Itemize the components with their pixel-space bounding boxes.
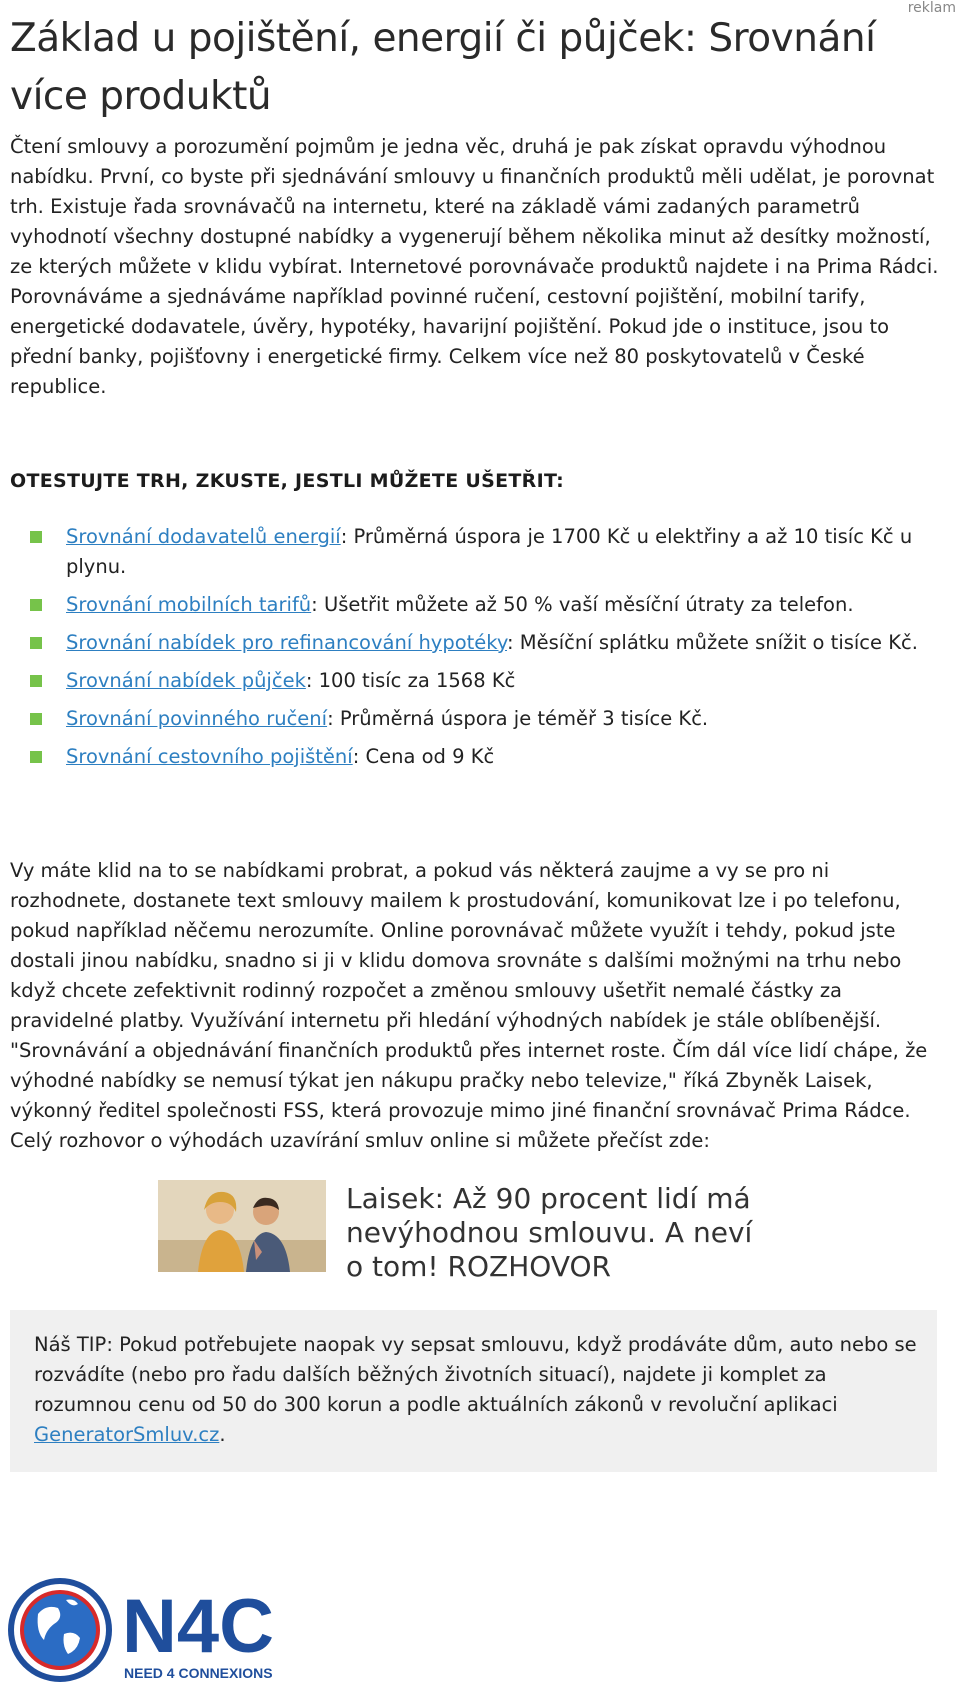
comparison-links-list	[10, 522, 945, 772]
bullet-square-icon	[30, 637, 42, 649]
promo-title-link[interactable]: Laisek: Až 90 procent lidí má nevýhodnou smlouvu. A neví o tom! ROZHOVOR	[346, 1182, 753, 1283]
list-item-text: : Průměrná úspora je téměř 3 tisíce Kč.	[327, 707, 709, 730]
n4c-logo-icon	[4, 1574, 300, 1684]
tip-end: .	[219, 1423, 226, 1446]
ad-label: reklam	[907, 0, 956, 16]
bullet-square-icon	[30, 599, 42, 611]
link-travel-insurance[interactable]: Srovnání cestovního pojištění	[66, 745, 353, 768]
link-energy-comparison[interactable]: Srovnání dodavatelů energií	[66, 525, 341, 548]
interview-promo[interactable]	[10, 1180, 945, 1284]
generator-smluv-link[interactable]: GeneratorSmluv.cz	[34, 1423, 220, 1446]
list-item-text: : Ušetřit můžete až 50 % vaší měsíční útraty za telefon.	[311, 593, 854, 616]
link-liability-insurance[interactable]: Srovnání povinného ručení	[66, 707, 328, 730]
list-item	[10, 742, 945, 772]
link-loans[interactable]: Srovnání nabídek půjček	[66, 669, 306, 692]
list-item-text: : 100 tisíc za 1568 Kč	[305, 669, 516, 692]
link-mobile-tariffs[interactable]: Srovnání mobilních tarifů	[66, 593, 312, 616]
promo-photo[interactable]	[158, 1180, 326, 1272]
intro-paragraph: Čtení smlouvy a porozumění pojmům je jedna věc, druhá je pak získat opravdu výhodnou nabídku. První, co byste při sjednávání smlouvy u finančních produktů měli udělat, je porovnat trh. Existuje řada srovnávačů na internetu, které na základě vámi zadaných parametrů vyhodnotí všechny dostupné nabídky a vygenerují během několika minut až desítky možností, ze kterých můžete v klidu vybírat. Internetové porovnávače produktů najdete i na Prima Rádci. Porovnáváme a sjednáváme například povinné ručení, cestovní pojištění, mobilní tarify, energetické dodavatele, úvěry, hypotéky, havarijní pojištění. Pokud jde o instituce, jsou to přední banky, pojišťovny i energetické firmy. Celkem více než 80 poskytovatelů v České republice.	[10, 135, 939, 398]
list-item	[10, 590, 945, 620]
list-item	[10, 522, 945, 582]
bullet-square-icon	[30, 751, 42, 763]
list-item	[10, 704, 945, 734]
n4c-logo[interactable]	[4, 1574, 300, 1684]
list-item-text: : Měsíční splátku můžete snížit o tisíce Kč.	[507, 631, 918, 654]
bullet-square-icon	[30, 675, 42, 687]
bullet-square-icon	[30, 531, 42, 543]
tip-box	[10, 1310, 937, 1472]
list-item	[10, 628, 945, 658]
list-item-text: : Průměrná úspora je 1700 Kč u elektřiny a až 10 tisíc Kč u plynu.	[66, 525, 913, 578]
article	[10, 0, 945, 1472]
logo-letters: N4C	[122, 1584, 275, 1669]
list-item	[10, 666, 945, 696]
body-paragraph: Vy máte klid na to se nabídkami probrat, a pokud vás některá zaujme a vy se pro ni rozhodnete, dostanete text smlouvy mailem k prostudování, komunikovat lze i po telefonu, pokud například něčemu nerozumíte. Online porovnávač můžete využít i tehdy, pokud jste dostali jinou nabídku, snadno si ji v klidu domova srovnáte s dalšími možnými na trhu nebo když chcete zefektivnit rodinný rozpočet a změnou smlouvy ušetřit nemalé částky za pravidelné platby. Využívání internetu při hledání výhodných nabídek je stále oblíbenější. "Srovnávání a objednávání finančních produktů přes internet roste. Čím dál více lidí chápe, že výhodné nabídky se nemusí týkat jen nákupu pračky nebo televize," říká Zbyněk Laisek, výkonný ředitel společnosti FSS, která provozuje mimo jiné finanční srovnávač Prima Rádce. Celý rozhovor o výhodách uzavírání smluv online si můžete přečíst zde:	[10, 859, 928, 1152]
tip-text: Náš TIP: Pokud potřebujete naopak vy sepsat smlouvu, když prodáváte dům, auto nebo se rozvádíte (nebo pro řadu dalších běžných životních situací), najdete ji komplet za rozumnou cenu od 50 do 300 korun a podle aktuálních zákonů v revoluční aplikaci	[34, 1333, 917, 1416]
link-mortgage-refinancing[interactable]: Srovnání nabídek pro refinancování hypotéky	[66, 631, 508, 654]
couple-photo-icon	[158, 1180, 326, 1272]
section-heading: OTESTUJTE TRH, ZKUSTE, JESTLI MŮŽETE UŠETŘIT:	[10, 470, 565, 492]
logo-tagline: NEED 4 CONNEXIONS	[124, 1665, 273, 1681]
list-item-text: : Cena od 9 Kč	[352, 745, 495, 768]
bullet-square-icon	[30, 713, 42, 725]
article-title: Základ u pojištění, energií či půjček: Srovnání více produktů	[10, 16, 876, 119]
